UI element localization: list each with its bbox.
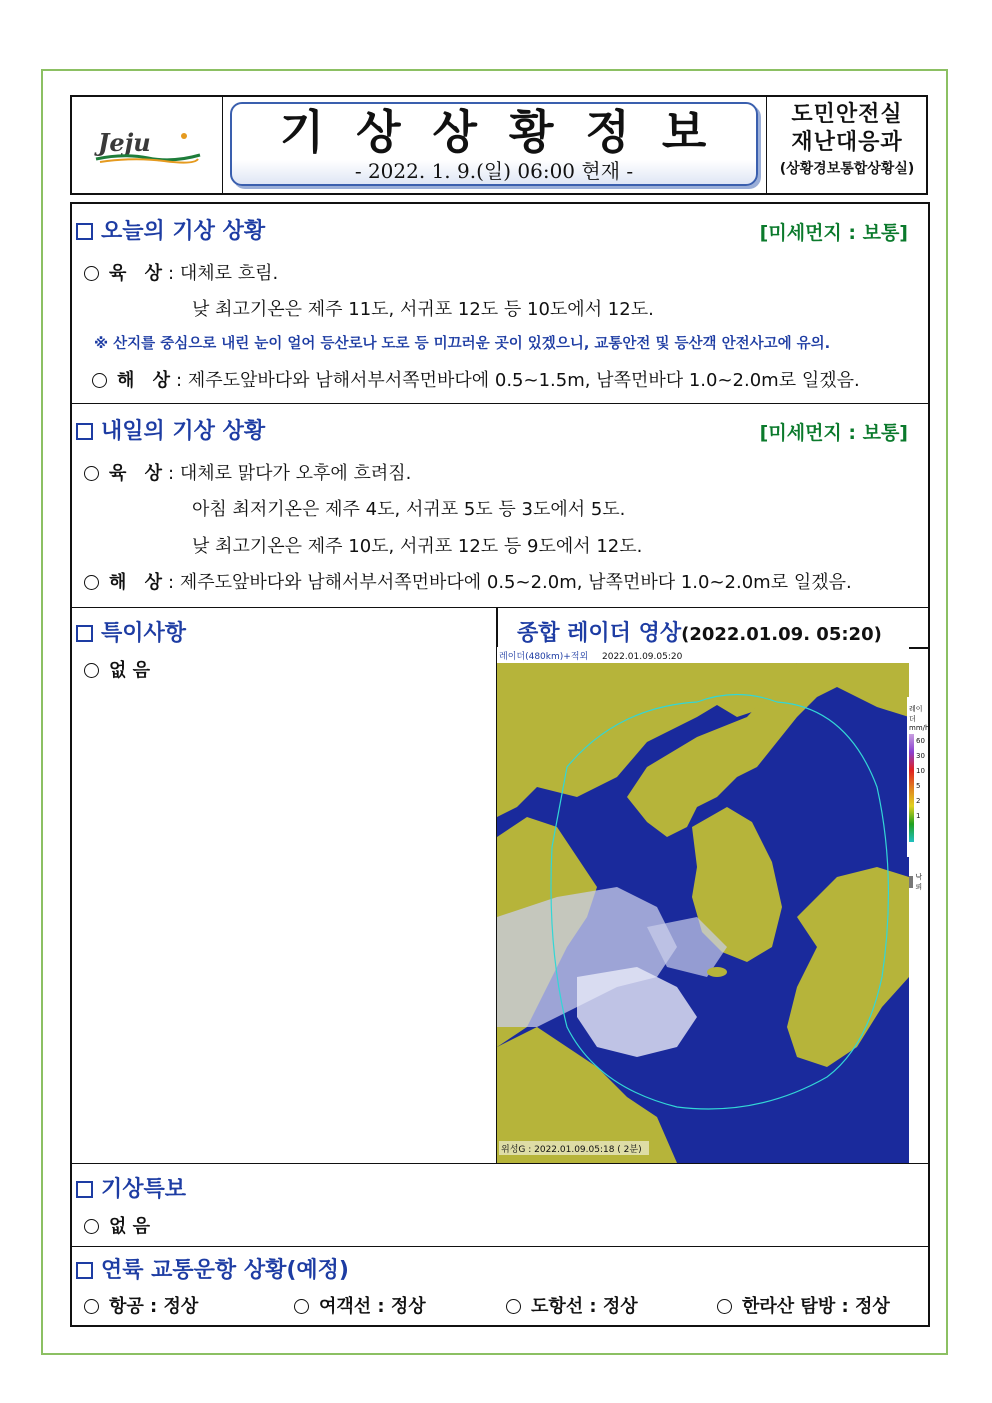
special-heading: 특이사항 xyxy=(76,616,186,647)
tomorrow-morning-temp: 아침 최저기온은 제주 4도, 서귀포 5도 등 3도에서 5도. xyxy=(192,499,626,520)
tomorrow-section xyxy=(72,404,928,608)
jeju-logo-text: Jeju xyxy=(98,128,151,157)
today-land-temp: 낮 최고기온은 제주 11도, 서귀포 12도 등 10도에서 12도. xyxy=(192,299,654,320)
today-section xyxy=(72,204,928,404)
circle-bullet-icon xyxy=(717,1299,732,1314)
legend-title: 레이더 xyxy=(909,705,923,723)
radar-image-time: 2022.01.09.05:20 xyxy=(602,652,683,662)
warning-section xyxy=(72,1164,928,1247)
title-cell xyxy=(222,97,766,193)
traffic-item-air: 항공 : 정상 xyxy=(84,1292,198,1318)
circle-bullet-icon xyxy=(84,663,99,678)
today-note: ※ 산지를 중심으로 내린 눈이 얼어 등산로나 도로 등 미끄러운 곳이 있겠으니, 교통안전 및 등산객 안전사고에 유의. xyxy=(94,336,831,352)
circle-bullet-icon xyxy=(84,1219,99,1234)
tomorrow-land-line: 육 상: 대체로 맑다가 오후에 흐려짐. xyxy=(84,459,411,485)
dept-office: 도민안전실 xyxy=(791,102,903,127)
traffic-heading: 연륙 교통운항 상황(예정) xyxy=(76,1253,349,1284)
tomorrow-dust-status: [미세먼지 : 보통] xyxy=(759,422,908,444)
today-heading: 오늘의 기상 상황 xyxy=(76,214,265,245)
circle-bullet-icon xyxy=(92,373,107,388)
document-header xyxy=(70,95,928,195)
circle-bullet-icon xyxy=(84,575,99,590)
checkbox-icon xyxy=(76,423,93,440)
radar-image-label: 레이더(480km)+적외 xyxy=(499,652,589,662)
checkbox-icon xyxy=(76,1262,93,1279)
dept-division: 재난대응과 xyxy=(791,130,903,155)
warning-item: 없 음 xyxy=(84,1212,150,1238)
circle-bullet-icon xyxy=(84,266,99,281)
checkbox-icon xyxy=(76,1181,93,1198)
traffic-item-hallasan: 한라산 탐방 : 정상 xyxy=(717,1292,890,1318)
today-land-line: 육 상: 대체로 흐림. xyxy=(84,259,278,285)
legend-values: 60 30 10 5 2 1 xyxy=(916,737,925,820)
legend-lightning: 낙뢰 xyxy=(915,873,923,891)
special-item: 없 음 xyxy=(84,656,150,682)
page-title: 기상상황정보 xyxy=(279,105,739,159)
circle-bullet-icon xyxy=(84,466,99,481)
warning-heading: 기상특보 xyxy=(76,1172,186,1203)
legend-color-bar xyxy=(909,734,914,842)
circle-bullet-icon xyxy=(294,1299,309,1314)
tomorrow-heading: 내일의 기상 상황 xyxy=(76,414,265,445)
circle-bullet-icon xyxy=(506,1299,521,1314)
logo-cell xyxy=(72,97,223,193)
department-cell xyxy=(766,97,927,193)
today-dust-status: [미세먼지 : 보통] xyxy=(759,222,908,244)
today-sea-line: 해 상: 제주도앞바다와 남해서부서쪽먼바다에 0.5~1.5m, 남쪽먼바다 1.0~2.0m로 일겠음. xyxy=(92,366,860,392)
checkbox-icon xyxy=(76,625,93,642)
title-box xyxy=(230,102,758,186)
tomorrow-sea-line: 해 상: 제주도앞바다와 남해서부서쪽먼바다에 0.5~2.0m, 남쪽먼바다 1.0~2.0m로 일겠음. xyxy=(84,568,852,594)
satellite-time-label: 위성G : 2022.01.09.05:18 ( 2분) xyxy=(501,1145,642,1155)
jeju-logo xyxy=(94,127,202,167)
traffic-item-island-ferry: 도항선 : 정상 xyxy=(506,1292,638,1318)
report-table xyxy=(70,202,930,1327)
radar-legend xyxy=(909,704,930,891)
checkbox-icon xyxy=(76,223,93,240)
dept-room: (상황경보통합상황실) xyxy=(779,161,915,177)
tomorrow-day-temp: 낮 최고기온은 제주 10도, 서귀포 12도 등 9도에서 12도. xyxy=(192,536,643,557)
radar-satellite-image xyxy=(497,647,909,1163)
circle-bullet-icon xyxy=(84,1299,99,1314)
legend-unit: mm/h xyxy=(909,724,930,732)
report-datetime: - 2022. 1. 9.(일) 06:00 현재 - xyxy=(354,159,634,183)
radar-title: 종합 레이더 영상(2022.01.09. 05:20) xyxy=(517,621,882,646)
traffic-item-ferry: 여객선 : 정상 xyxy=(294,1292,426,1318)
